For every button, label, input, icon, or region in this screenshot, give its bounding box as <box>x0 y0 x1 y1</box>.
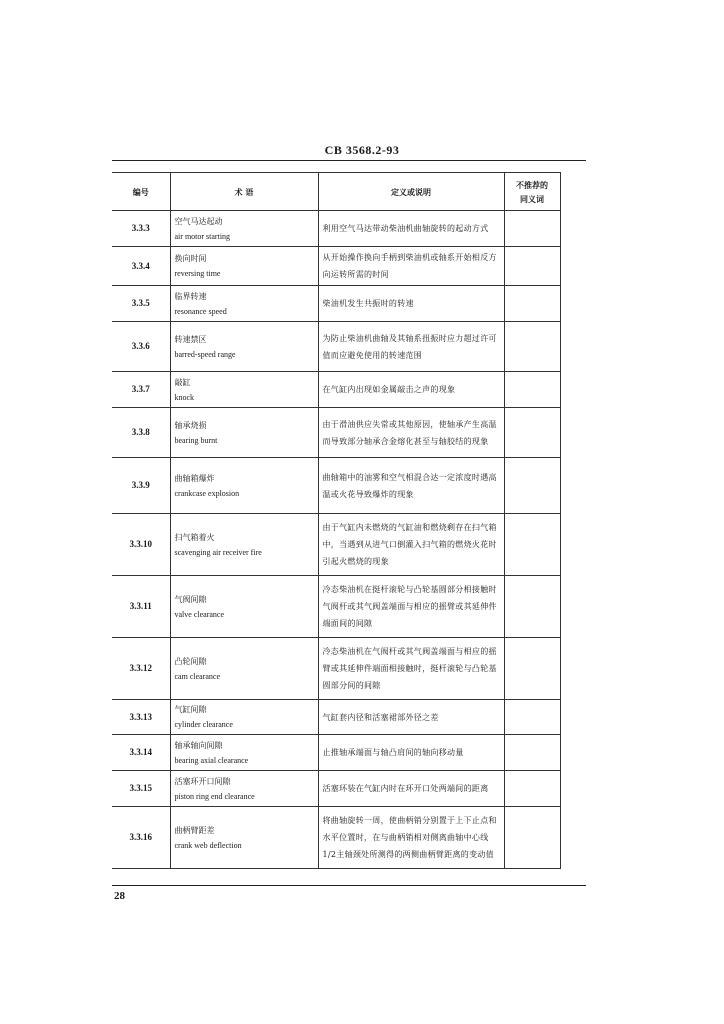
standard-code-header: CB 3568.2-93 <box>324 143 400 157</box>
term-english: crank web deflection <box>174 840 242 850</box>
term-number: 3.3.5 <box>112 286 170 322</box>
term-number: 3.3.12 <box>112 638 170 700</box>
term-chinese: 凸轮间隙 <box>174 656 207 666</box>
table-row <box>112 807 560 869</box>
term-definition: 柴油机发生共振时的转速 <box>318 286 504 322</box>
term-english: bearing axial clearance <box>174 755 249 765</box>
term-chinese: 临界转速 <box>174 291 207 301</box>
term-synonym <box>504 771 560 807</box>
term-number: 3.3.14 <box>112 735 170 771</box>
term-definition: 气缸套内径和活塞裙部外径之差 <box>318 700 504 735</box>
term-synonym <box>504 638 560 700</box>
term-number: 3.3.7 <box>112 372 170 408</box>
term-chinese: 空气马达起动 <box>174 216 223 226</box>
term-definition: 利用空气马达带动柴油机曲轴旋转的起动方式 <box>318 211 504 247</box>
term-synonym <box>504 286 560 322</box>
term-definition: 冷态柴油机在挺杆滚轮与凸轮基圆部分相接触时气阀杆或其气阀盖端面与相应的摇臂或其延伸件端面间的间隙 <box>318 576 504 638</box>
term-chinese: 转速禁区 <box>174 334 207 344</box>
term-synonym <box>504 408 560 458</box>
term-number: 3.3.10 <box>112 514 170 576</box>
table-row <box>112 458 560 514</box>
term-synonym <box>504 322 560 372</box>
term-cell <box>170 514 318 576</box>
term-definition: 冷态柴油机在气阀杆或其气阀盖端面与相应的摇臂或其延伸件端面相接触时，挺杆滚轮与凸轮基圆部分间的间隙 <box>318 638 504 700</box>
header-definition: 定义或说明 <box>318 173 504 211</box>
header-rule <box>112 160 586 161</box>
term-cell <box>170 638 318 700</box>
term-chinese: 活塞环开口间隙 <box>174 776 231 786</box>
term-chinese: 扫气箱着火 <box>174 532 215 542</box>
term-cell <box>170 458 318 514</box>
term-english: valve clearance <box>174 609 225 619</box>
term-definition: 活塞环装在气缸内时在环开口处两端间的距离 <box>318 771 504 807</box>
term-chinese: 轴承烧损 <box>174 420 207 430</box>
table-row <box>112 247 560 286</box>
table-row <box>112 700 560 735</box>
table-row <box>112 408 560 458</box>
term-definition: 在气缸内出现如金属敲击之声的现象 <box>318 372 504 408</box>
term-synonym <box>504 576 560 638</box>
term-cell <box>170 247 318 286</box>
term-cell <box>170 286 318 322</box>
term-chinese: 曲柄臂距差 <box>174 825 215 835</box>
term-number: 3.3.8 <box>112 408 170 458</box>
term-cell <box>170 372 318 408</box>
term-english: knock <box>174 392 195 402</box>
term-cell <box>170 700 318 735</box>
term-english: piston ring end clearance <box>174 791 255 801</box>
term-english: bearing burnt <box>174 435 218 445</box>
page-number: 28 <box>114 890 125 902</box>
table-row <box>112 638 560 700</box>
term-definition: 由于气缸内未燃烧的气缸油和燃烧剩存在扫气箱中，当遇到从进气口倒灌入扫气箱的燃烧火花时引起火燃烧的现象 <box>318 514 504 576</box>
header-synonym <box>504 173 560 211</box>
term-synonym <box>504 514 560 576</box>
term-number: 3.3.4 <box>112 247 170 286</box>
term-chinese: 轴承轴向间隙 <box>174 740 223 750</box>
term-number: 3.3.16 <box>112 807 170 869</box>
term-english: barred-speed range <box>174 349 236 359</box>
footer-rule <box>112 885 586 886</box>
table-row <box>112 514 560 576</box>
term-cell <box>170 771 318 807</box>
term-definition: 止推轴承端面与轴凸肩间的轴向移动量 <box>318 735 504 771</box>
table-header-row <box>112 173 560 211</box>
header-synonym-line1: 不推荐的 <box>516 179 548 190</box>
term-english: resonance speed <box>174 306 227 316</box>
term-synonym <box>504 458 560 514</box>
table-row <box>112 771 560 807</box>
term-number: 3.3.3 <box>112 211 170 247</box>
table-row <box>112 322 560 372</box>
term-synonym <box>504 372 560 408</box>
term-chinese: 气缸间隙 <box>174 705 207 714</box>
table-row <box>112 211 560 247</box>
term-english: reversing time <box>174 269 221 278</box>
term-cell <box>170 576 318 638</box>
term-english: cylinder clearance <box>174 720 233 729</box>
term-english: scavenging air receiver fire <box>174 547 262 557</box>
term-cell <box>170 211 318 247</box>
term-cell <box>170 322 318 372</box>
term-cell <box>170 735 318 771</box>
term-chinese: 气阀间隙 <box>174 594 207 604</box>
term-definition: 将曲轴旋转一周，使曲柄销分别置于上下止点和水平位置时，在与曲柄销相对侧离曲轴中心线1/2主轴颈处所测得的两侧曲柄臂距离的变动值 <box>318 807 504 869</box>
table-row <box>112 735 560 771</box>
term-synonym <box>504 700 560 735</box>
table-row <box>112 576 560 638</box>
header-synonym-line2: 同义词 <box>520 193 544 204</box>
term-english: crankcase explosion <box>174 488 240 498</box>
term-english: air motor starting <box>174 231 231 241</box>
term-definition: 为防止柴油机曲轴及其轴系扭振时应力超过许可值而应避免使用的转速范围 <box>318 322 504 372</box>
term-cell <box>170 408 318 458</box>
term-number: 3.3.15 <box>112 771 170 807</box>
term-cell <box>170 807 318 869</box>
term-number: 3.3.13 <box>112 700 170 735</box>
term-definition: 由于滑油供应失常或其他原因，使轴承产生高温而导致部分轴承合金熔化甚至与轴胶结的现象 <box>318 408 504 458</box>
term-chinese: 曲轴箱爆炸 <box>174 473 215 483</box>
term-synonym <box>504 247 560 286</box>
header-number: 编号 <box>112 173 170 211</box>
term-chinese: 敲缸 <box>174 377 191 387</box>
term-synonym <box>504 735 560 771</box>
term-definition: 曲轴箱中的油雾和空气相混合达一定浓度时遇高温或火花导致爆炸的现象 <box>318 458 504 514</box>
table-row <box>112 372 560 408</box>
term-english: cam clearance <box>174 671 221 681</box>
term-number: 3.3.9 <box>112 458 170 514</box>
term-number: 3.3.11 <box>112 576 170 638</box>
term-definition: 从开始操作换向手柄到柴油机或轴系开始相反方向运转所需的时间 <box>318 247 504 286</box>
terms-table <box>112 172 561 869</box>
table-row <box>112 286 560 322</box>
term-synonym <box>504 211 560 247</box>
header-term: 术 语 <box>170 173 318 211</box>
term-synonym <box>504 807 560 869</box>
term-number: 3.3.6 <box>112 322 170 372</box>
term-chinese: 换向时间 <box>174 254 207 263</box>
